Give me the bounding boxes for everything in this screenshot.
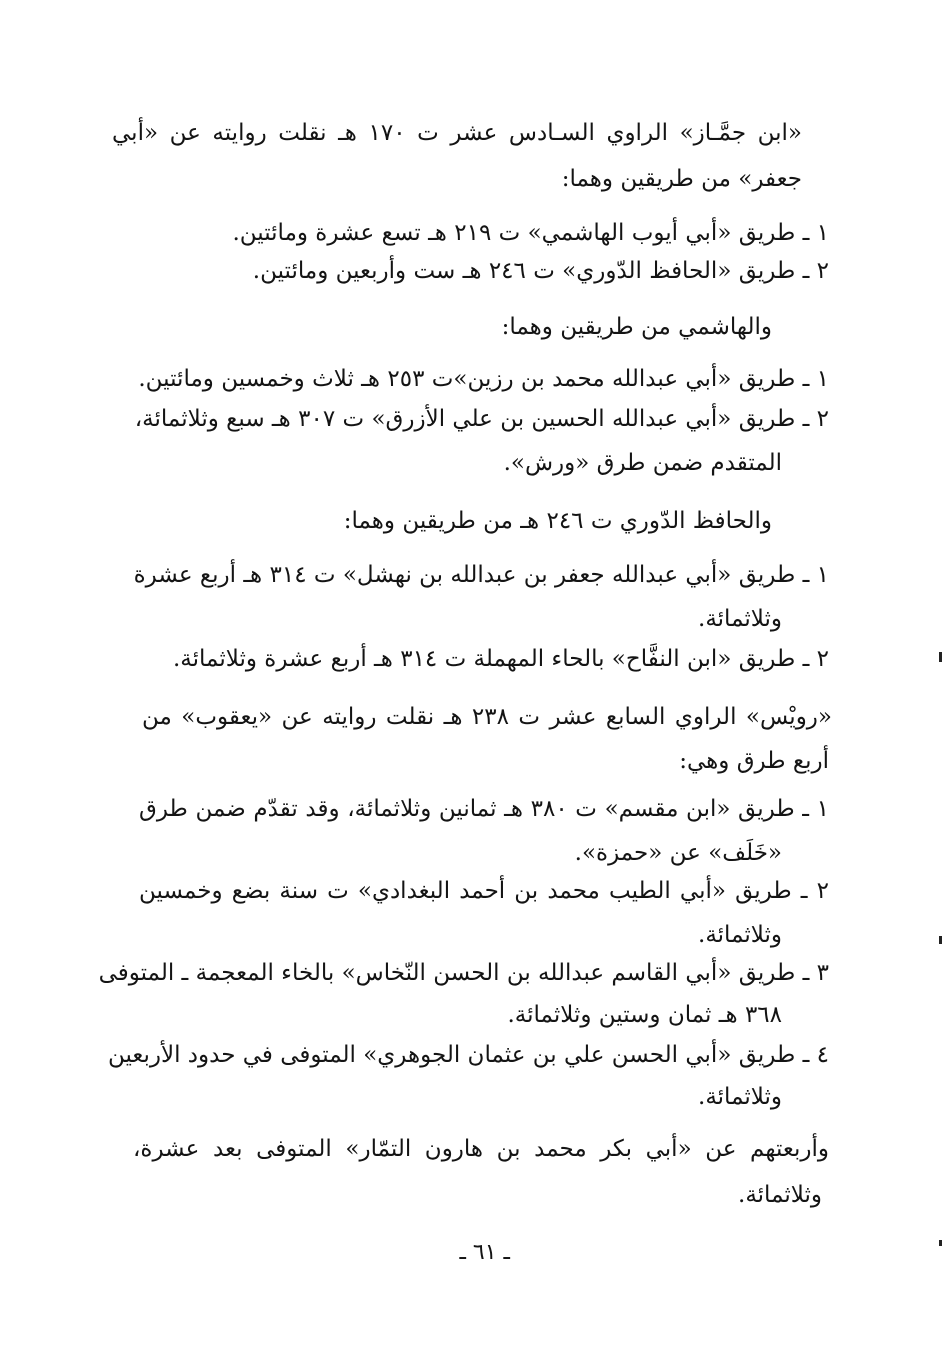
ibn-jammaz-intro-line-1: «ابن جمَّـاز» الراوي السـادس عشر ت ١٧٠ هـ نقلت روايته عن «أبي [112, 120, 802, 146]
ruways-path-2-line-2: وثلاثمائة. [698, 922, 782, 948]
hashimi-path-1: ١ ـ طريق «أبي أيوب الهاشمي» ت ٢١٩ هـ تسع عشرة ومائتين. [232, 220, 829, 246]
ruways-path-3-line-1: ٣ ـ طريق «أبي القاسم عبدالله بن الحسن النّخاس» بالخاء المعجمة ـ المتوفى [98, 960, 829, 986]
duri-sub-1-line-2: وثلاثمائة. [698, 606, 782, 632]
hashimi-sub-1: ١ ـ طريق «أبي عبدالله محمد بن رزين»ت ٢٥٣ هـ ثلاث وخمسين ومائتين. [138, 366, 829, 392]
ruways-intro-line-1: «رويْس» الراوي السابع عشر ت ٢٣٨ هـ نقلت روايته عن «يعقوب» من [142, 704, 832, 730]
closing-line-1: وأربعتهم عن «أبي بكر محمد بن هارون التمّار» المتوفى بعد عشرة، [133, 1136, 829, 1162]
ruways-path-4-line-1: ٤ ـ طريق «أبي الحسن علي بن عثمان الجوهري» المتوفى في حدود الأربعين [107, 1042, 829, 1068]
hashimi-intro: والهاشمي من طريقين وهما: [501, 314, 772, 340]
ruways-path-4-line-2: وثلاثمائة. [698, 1084, 782, 1110]
ibn-jammaz-intro-line-2: جعفر» من طريقين وهما: [561, 166, 802, 192]
ruways-path-2-line-1: ٢ ـ طريق «أبي الطيب محمد بن أحمد البغدادي» ت سنة بضع وخمسين [139, 878, 829, 904]
closing-line-2: وثلاثمائة. [738, 1182, 822, 1208]
duri-intro: والحافظ الدّوري ت ٢٤٦ هـ من طريقين وهما: [343, 508, 772, 534]
ruways-path-1-line-2: «خَلَف» عن «حمزة». [574, 840, 782, 866]
duri-sub-2: ٢ ـ طريق «ابن النفَّاح» بالحاء المهملة ت ٣١٤ هـ أربع عشرة وثلاثمائة. [173, 646, 829, 672]
ruways-intro-line-2: أربع طرق وهي: [679, 748, 829, 774]
duri-sub-1-line-1: ١ ـ طريق «أبي عبدالله جعفر بن عبدالله بن نهشل» ت ٣١٤ هـ أربع عشرة [133, 562, 829, 588]
hashimi-sub-2-line-2: المتقدم ضمن طرق «ورش». [503, 450, 782, 476]
ruways-path-3-line-2: ٣٦٨ هـ ثمان وستين وثلاثمائة. [507, 1002, 782, 1028]
page-number: ـ ٦١ ـ [459, 1240, 510, 1265]
hashimi-path-2: ٢ ـ طريق «الحافظ الدّوري» ت ٢٤٦ هـ ست وأربعين ومائتين. [252, 258, 829, 284]
ruways-path-1-line-1: ١ ـ طريق «ابن مقسم» ت ٣٨٠ هـ ثمانين وثلاثمائة، وقد تقدّم ضمن طرق [139, 796, 829, 822]
hashimi-sub-2-line-1: ٢ ـ طريق «أبي عبدالله الحسين بن علي الأزرق» ت ٣٠٧ هـ سبع وثلاثمائة، [134, 406, 829, 432]
